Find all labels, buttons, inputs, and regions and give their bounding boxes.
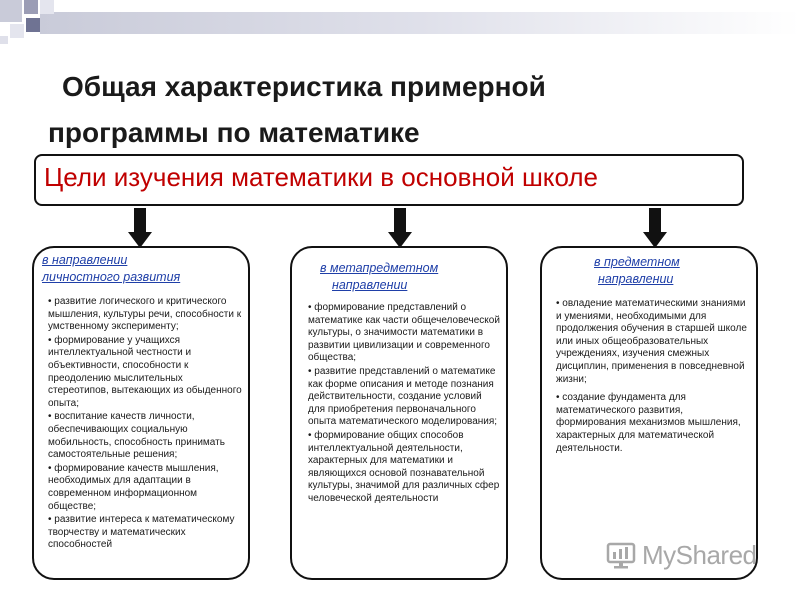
column-heading-line-1: в метапредметном — [320, 261, 439, 275]
decorative-header-bar — [40, 12, 800, 34]
title-line-2: программы по математике — [48, 117, 420, 148]
watermark-text: MyShared — [642, 539, 757, 570]
decorative-square — [40, 0, 54, 14]
column-heading-line-2: направлении — [332, 278, 408, 292]
slide-title — [48, 64, 748, 156]
column-heading — [292, 248, 506, 294]
list-item: • формирование качеств мышления, необходимых для адаптации в современном информационном обществе; — [48, 462, 219, 512]
column-heading-line-1: в предметном — [594, 255, 680, 269]
list-item: • формирование у учащихся интеллектуальной честности и объективности, способности к преодолению мыслительных стереотипов, вытекающих из обыденного опыта; — [48, 334, 242, 409]
list-item: • развитие представлений о математике как форме описания и методе познания действительности, создание условий для приобретения первоначального опыта математического моделирования; — [308, 365, 498, 428]
list-item: • развитие интереса к математическому творчеству и математических способностей — [48, 514, 235, 551]
list-item: • формирование общих способов интеллектуальной деятельности, характерных для математики и являющихся основой познавательной культуры, значимой для различных сфер человеческой деятельности — [308, 429, 500, 504]
decorative-square — [24, 0, 38, 14]
goal-box — [34, 154, 744, 206]
decorative-square — [0, 36, 8, 44]
column-heading — [34, 248, 248, 286]
decorative-square — [26, 18, 40, 32]
decorative-square — [0, 0, 22, 22]
list-item: • формирование представлений о математике как части общечеловеческой культуры, о значимости математики в развитии цивилизации и современного общества; — [308, 302, 500, 364]
myshared-logo-icon — [606, 540, 636, 570]
column-heading-line-1: в направлении — [42, 253, 128, 267]
column-body — [34, 286, 248, 552]
myshared-watermark — [606, 538, 757, 572]
column-heading-line-2: личностного развития — [42, 270, 181, 284]
arrow-down-icon — [388, 208, 412, 248]
list-item: • овладение математическими знаниями и умениями, необходимыми для продолжения обучения в старшей школе или иных общеобразовательных учреждениях, изучения смежных дисциплин, применения в повседневной жизни; — [556, 298, 747, 385]
column-metasubject — [290, 246, 508, 580]
decorative-square — [10, 24, 24, 38]
list-item: • воспитание качеств личности, обеспечивающих социальную мобильность, способность принимать самостоятельные решения; — [48, 411, 225, 461]
arrow-down-icon — [128, 208, 152, 248]
column-body — [292, 294, 506, 506]
column-heading — [542, 248, 756, 288]
column-heading-line-2: направлении — [598, 272, 674, 286]
arrow-down-icon — [643, 208, 667, 248]
column-subject — [540, 246, 758, 580]
column-body — [542, 288, 756, 455]
goal-text: Цели изучения математики в основной школе — [44, 162, 598, 192]
column-personal-development — [32, 246, 250, 580]
title-line-1: Общая характеристика примерной — [62, 71, 546, 102]
list-item: • создание фундамента для математического развития, формирования механизмов мышления, характерных для математической деятельности. — [556, 392, 741, 454]
list-item: • развитие логического и критического мышления, культуры речи, способности к умственному эксперименту; — [48, 296, 242, 333]
